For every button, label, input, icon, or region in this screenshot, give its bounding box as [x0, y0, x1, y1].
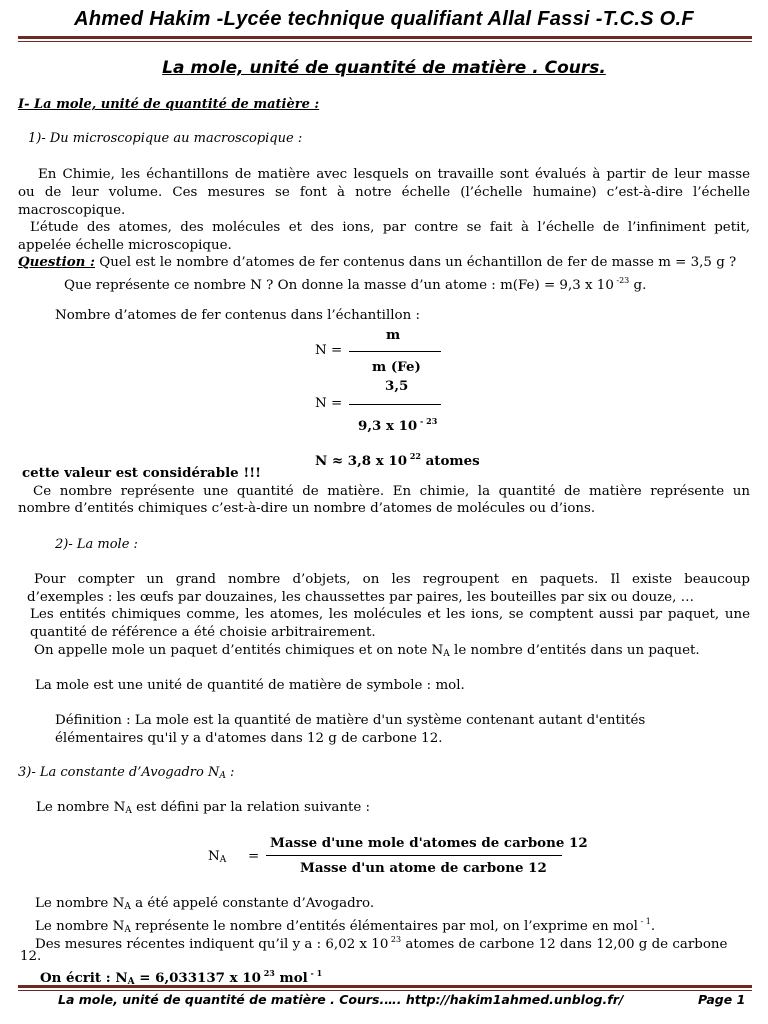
fraction-denominator: [358, 413, 437, 435]
subscript: A: [219, 855, 227, 865]
text-part: mol: [274, 970, 308, 986]
text-part: N: [115, 970, 128, 986]
paragraph-line: Les entités chimiques comme, les atomes, les molécules et les ions, se comptent aussi par paquet, une: [30, 607, 750, 622]
paragraph-line: ou de leur volume. Ces mesures se font à notre échelle (l’échelle humaine) c’est-à-dire l’échelle: [18, 185, 750, 200]
text-part: Le nombre N: [36, 800, 126, 815]
subscript: A: [127, 977, 135, 987]
fraction-lhs: [208, 848, 226, 869]
exponent: -23: [613, 276, 630, 285]
exponent: - 1: [307, 968, 323, 978]
fraction-lhs: N =: [315, 343, 343, 358]
exponent: - 23: [417, 416, 438, 426]
mole-unit-line: La mole est une unité de quantité de matière de symbole : mol.: [35, 678, 465, 693]
page-header: Ahmed Hakim -Lycée technique qualifiant Allal Fassi -T.C.S O.F: [74, 8, 694, 30]
subscript: A: [219, 771, 226, 781]
footer-rule-thin: [18, 990, 752, 991]
text-part: Le nombre N: [35, 896, 125, 911]
denominator-base: 9,3 x 10: [358, 418, 418, 434]
paragraph-line: quantité de référence a été choisie arbitrairement.: [30, 625, 376, 640]
paragraph-line: appelée échelle microscopique.: [18, 238, 232, 253]
result-value: N ≈ 3,8 x 10: [315, 453, 408, 469]
paragraph-line: d’exemples : les œufs par douzaines, les chaussettes par paires, les bouteilles par six ou douze, …: [27, 590, 694, 605]
text-part: le nombre d’entités dans un paquet.: [449, 643, 700, 658]
paragraph-line: nombre d’entités chimiques c’est-à-dire un nombre d’atomes de molécules ou d’ions.: [18, 501, 596, 516]
text-part: = 6,033137 x 10: [134, 970, 261, 986]
paragraph-line: [35, 931, 727, 953]
fraction-numerator: m: [386, 327, 401, 343]
exponent: - 1: [637, 917, 651, 926]
question-label: Question :: [18, 254, 96, 270]
result-line: [315, 448, 480, 470]
avogadro-intro: [36, 799, 370, 820]
subsection-heading-2: 2)- La mole :: [55, 537, 138, 552]
fraction-lhs: N =: [315, 396, 343, 411]
header-rule-thin: [18, 41, 752, 42]
text-part: est défini par la relation suivante :: [131, 800, 371, 815]
fraction-denominator: m (Fe): [372, 359, 421, 375]
exponent: 23: [260, 968, 275, 978]
heading-part: :: [225, 765, 235, 780]
text-part: On appelle mole un paquet d’entités chimiques et on note N: [34, 643, 444, 658]
heading-part: 3)- La constante d’Avogadro N: [18, 765, 220, 780]
page-footer: [58, 992, 748, 1007]
text-part: représente le nombre d’entités élémentaires par mol, on l’exprime en mol: [130, 919, 638, 934]
fraction-equals: =: [248, 849, 260, 864]
footer-rule: [18, 985, 752, 988]
text-part: .: [650, 919, 656, 934]
paragraph-line: L’étude des atomes, des molécules et des ions, par contre se fait à l’échelle de l’infiniment petit,: [30, 220, 750, 235]
fraction-numerator: 3,5: [385, 378, 409, 394]
paragraph-line: macroscopique.: [18, 203, 126, 218]
header-rule: [18, 36, 752, 39]
paragraph-line: En Chimie, les échantillons de matière avec lesquels on travaille sont évalués à partir de leur masse: [38, 167, 750, 182]
question-line-2: [64, 272, 646, 294]
question-text-2: Que représente ce nombre N ? On donne la masse d’un atome : m(Fe) = 9,3 x 10: [64, 278, 614, 293]
fraction-numerator: Masse d'une mole d'atomes de carbone 12: [270, 835, 588, 851]
footer-text: La mole, unité de quantité de matière . Cours.…. http://hakim1ahmed.unblog.fr/: [58, 992, 624, 1007]
paragraph-line: [34, 642, 700, 663]
subscript: A: [125, 806, 132, 816]
text-part: atomes de carbone 12 dans 12,00 g de carbone: [401, 937, 728, 952]
subscript: A: [124, 925, 131, 935]
count-intro: Nombre d’atomes de fer contenus dans l’échantillon :: [55, 308, 420, 323]
fraction-bar: [349, 351, 441, 352]
fraction-bar: [349, 404, 441, 405]
subscript: A: [124, 902, 131, 912]
exponent: 23: [388, 935, 402, 944]
question-text-3: g.: [629, 278, 647, 293]
subsection-heading-1: 1)- Du microscopique au macroscopique :: [28, 131, 303, 146]
definition-line: élémentaires qu'il y a d'atomes dans 12 g de carbone 12.: [55, 731, 443, 746]
definition-line: Définition : La mole est la quantité de matière d'un système contenant autant d'entités: [55, 713, 646, 728]
paragraph-line: 12.: [20, 949, 42, 964]
section-heading: I- La mole, unité de quantité de matière :: [18, 97, 320, 112]
text-part: a été appelé constante d’Avogadro.: [130, 896, 375, 911]
text-part: Des mesures récentes indiquent qu’il y a : 6,02 x 10: [35, 937, 389, 952]
question-line: [18, 254, 736, 271]
subscript: A: [443, 649, 450, 659]
fraction-denominator: Masse d'un atome de carbone 12: [300, 860, 547, 876]
paragraph-line: Ce nombre représente une quantité de matière. En chimie, la quantité de matière représente un: [33, 484, 750, 499]
result-unit: atomes: [420, 453, 480, 469]
exponent: 22: [407, 451, 421, 461]
remark: cette valeur est considérable !!!: [22, 465, 261, 481]
text-part: On écrit :: [40, 970, 116, 986]
fraction-bar: [266, 855, 562, 856]
text-part: Le nombre N: [35, 919, 125, 934]
paragraph-line: Pour compter un grand nombre d’objets, on les regroupent en paquets. Il existe beaucoup: [34, 572, 750, 587]
question-text: Quel est le nombre d’atomes de fer contenus dans un échantillon de fer de masse m = 3,5 g ?: [95, 255, 737, 270]
subsection-heading-3: [18, 765, 234, 781]
text-part: N: [208, 849, 220, 864]
page-number: Page 1: [698, 992, 746, 1007]
document-title: La mole, unité de quantité de matière . Cours.: [162, 58, 606, 78]
